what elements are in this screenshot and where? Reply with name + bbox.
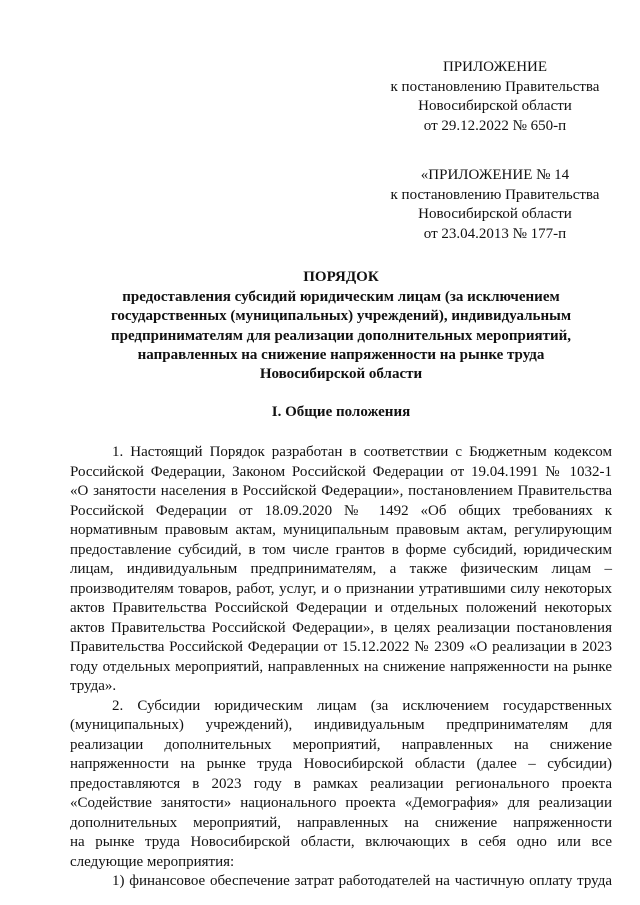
appendix-line: от 29.12.2022 № 650-п	[423, 117, 567, 134]
appendix-line: к постановлению Правительства	[390, 186, 600, 203]
paragraph-line: актов Правительства Российской Федерации и отдельных положений некоторых	[70, 600, 612, 616]
appendix-line: ПРИЛОЖЕНИЕ	[442, 59, 548, 75]
paragraph-line: году отдельных мероприятий, направленных на снижение напряженности на рынке	[70, 658, 612, 675]
section-heading: I. Общие положения	[271, 404, 411, 420]
paragraph-line: реализации дополнительных мероприятий, направленных на снижение	[70, 736, 612, 753]
paragraph-line: дополнительных мероприятий, направленных на снижение напряженности	[70, 814, 612, 831]
paragraph-line: «О занятости населения в Российской Федерации», постановлением Правительства	[70, 483, 612, 499]
title-subtitle-line: предоставления субсидий юридическим лицам (за исключением	[122, 289, 560, 306]
paragraph-line: предоставление субсидий, в том числе грантов в форме субсидий, юридическим	[70, 541, 612, 558]
paragraph-line: предоставляются в 2023 году в рамках реализации регионального проекта	[70, 775, 612, 792]
paragraph-line: Российской Федерации, Законом Российской Федерации от 19.04.1991 № 1032-1	[70, 463, 612, 480]
paragraph-line: труда».	[70, 678, 117, 694]
paragraph-line: Правительства Российской Федерации от 15.12.2022 № 2309 «О реализации в 2023	[70, 639, 612, 655]
paragraph-2	[70, 697, 612, 892]
paragraph-line: производителям товаров, работ, услуг, и о признании утратившими силу некоторых	[70, 580, 612, 597]
paragraph-1	[70, 443, 612, 697]
paragraph-line: (муниципальных) учреждений), индивидуальным предпринимателям для	[70, 717, 612, 733]
paragraph-line: следующие мероприятия:	[70, 853, 235, 870]
paragraph-line: «Содействие занятости» национального проекта «Демография» для реализации	[70, 795, 612, 811]
appendix-line: Новосибирской области	[418, 98, 572, 114]
document-title	[70, 268, 612, 384]
paragraph-line: лицам, индивидуальным предпринимателям, а также физическим лицам –	[70, 561, 612, 577]
appendix-original-header	[370, 166, 620, 244]
paragraph-line: 1. Настоящий Порядок разработан в соответствии с Бюджетным кодексом	[112, 444, 612, 460]
appendix-line: к постановлению Правительства	[390, 78, 600, 95]
appendix-line: Новосибирской области	[418, 206, 572, 222]
paragraph-line: Российской Федерации от 18.09.2020 № 1492 «Об общих требованиях к	[70, 502, 612, 519]
paragraph-line: нормативным правовым актам, муниципальным правовым актам, регулирующим	[70, 522, 612, 538]
appendix-current-header	[370, 58, 620, 136]
title-main: ПОРЯДОК	[303, 269, 379, 285]
paragraph-line: актов Правительства Российской Федерации», в целях реализации постановления	[70, 619, 612, 636]
title-subtitle-line: направленных на снижение напряженности на рынке труда	[137, 346, 545, 363]
paragraph-line: на рынке труда Новосибирской области, включающих в себя одно или все	[70, 834, 612, 850]
title-subtitle-line: государственных (муниципальных) учреждений), индивидуальным	[110, 308, 572, 325]
title-subtitle-line: Новосибирской области	[259, 366, 423, 383]
paragraph-line: напряженности на рынке труда Новосибирской области (далее – субсидии)	[70, 756, 612, 772]
list-item: 1) финансовое обеспечение затрат работодателей на частичную оплату труда	[112, 873, 612, 889]
paragraph-line: 2. Субсидии юридическим лицам (за исключением государственных	[112, 697, 612, 714]
title-subtitle-line: предпринимателям для реализации дополнительных мероприятий,	[110, 327, 572, 344]
appendix-line: «ПРИЛОЖЕНИЕ № 14	[420, 167, 570, 183]
appendix-line: от 23.04.2013 № 177-п	[423, 225, 567, 242]
